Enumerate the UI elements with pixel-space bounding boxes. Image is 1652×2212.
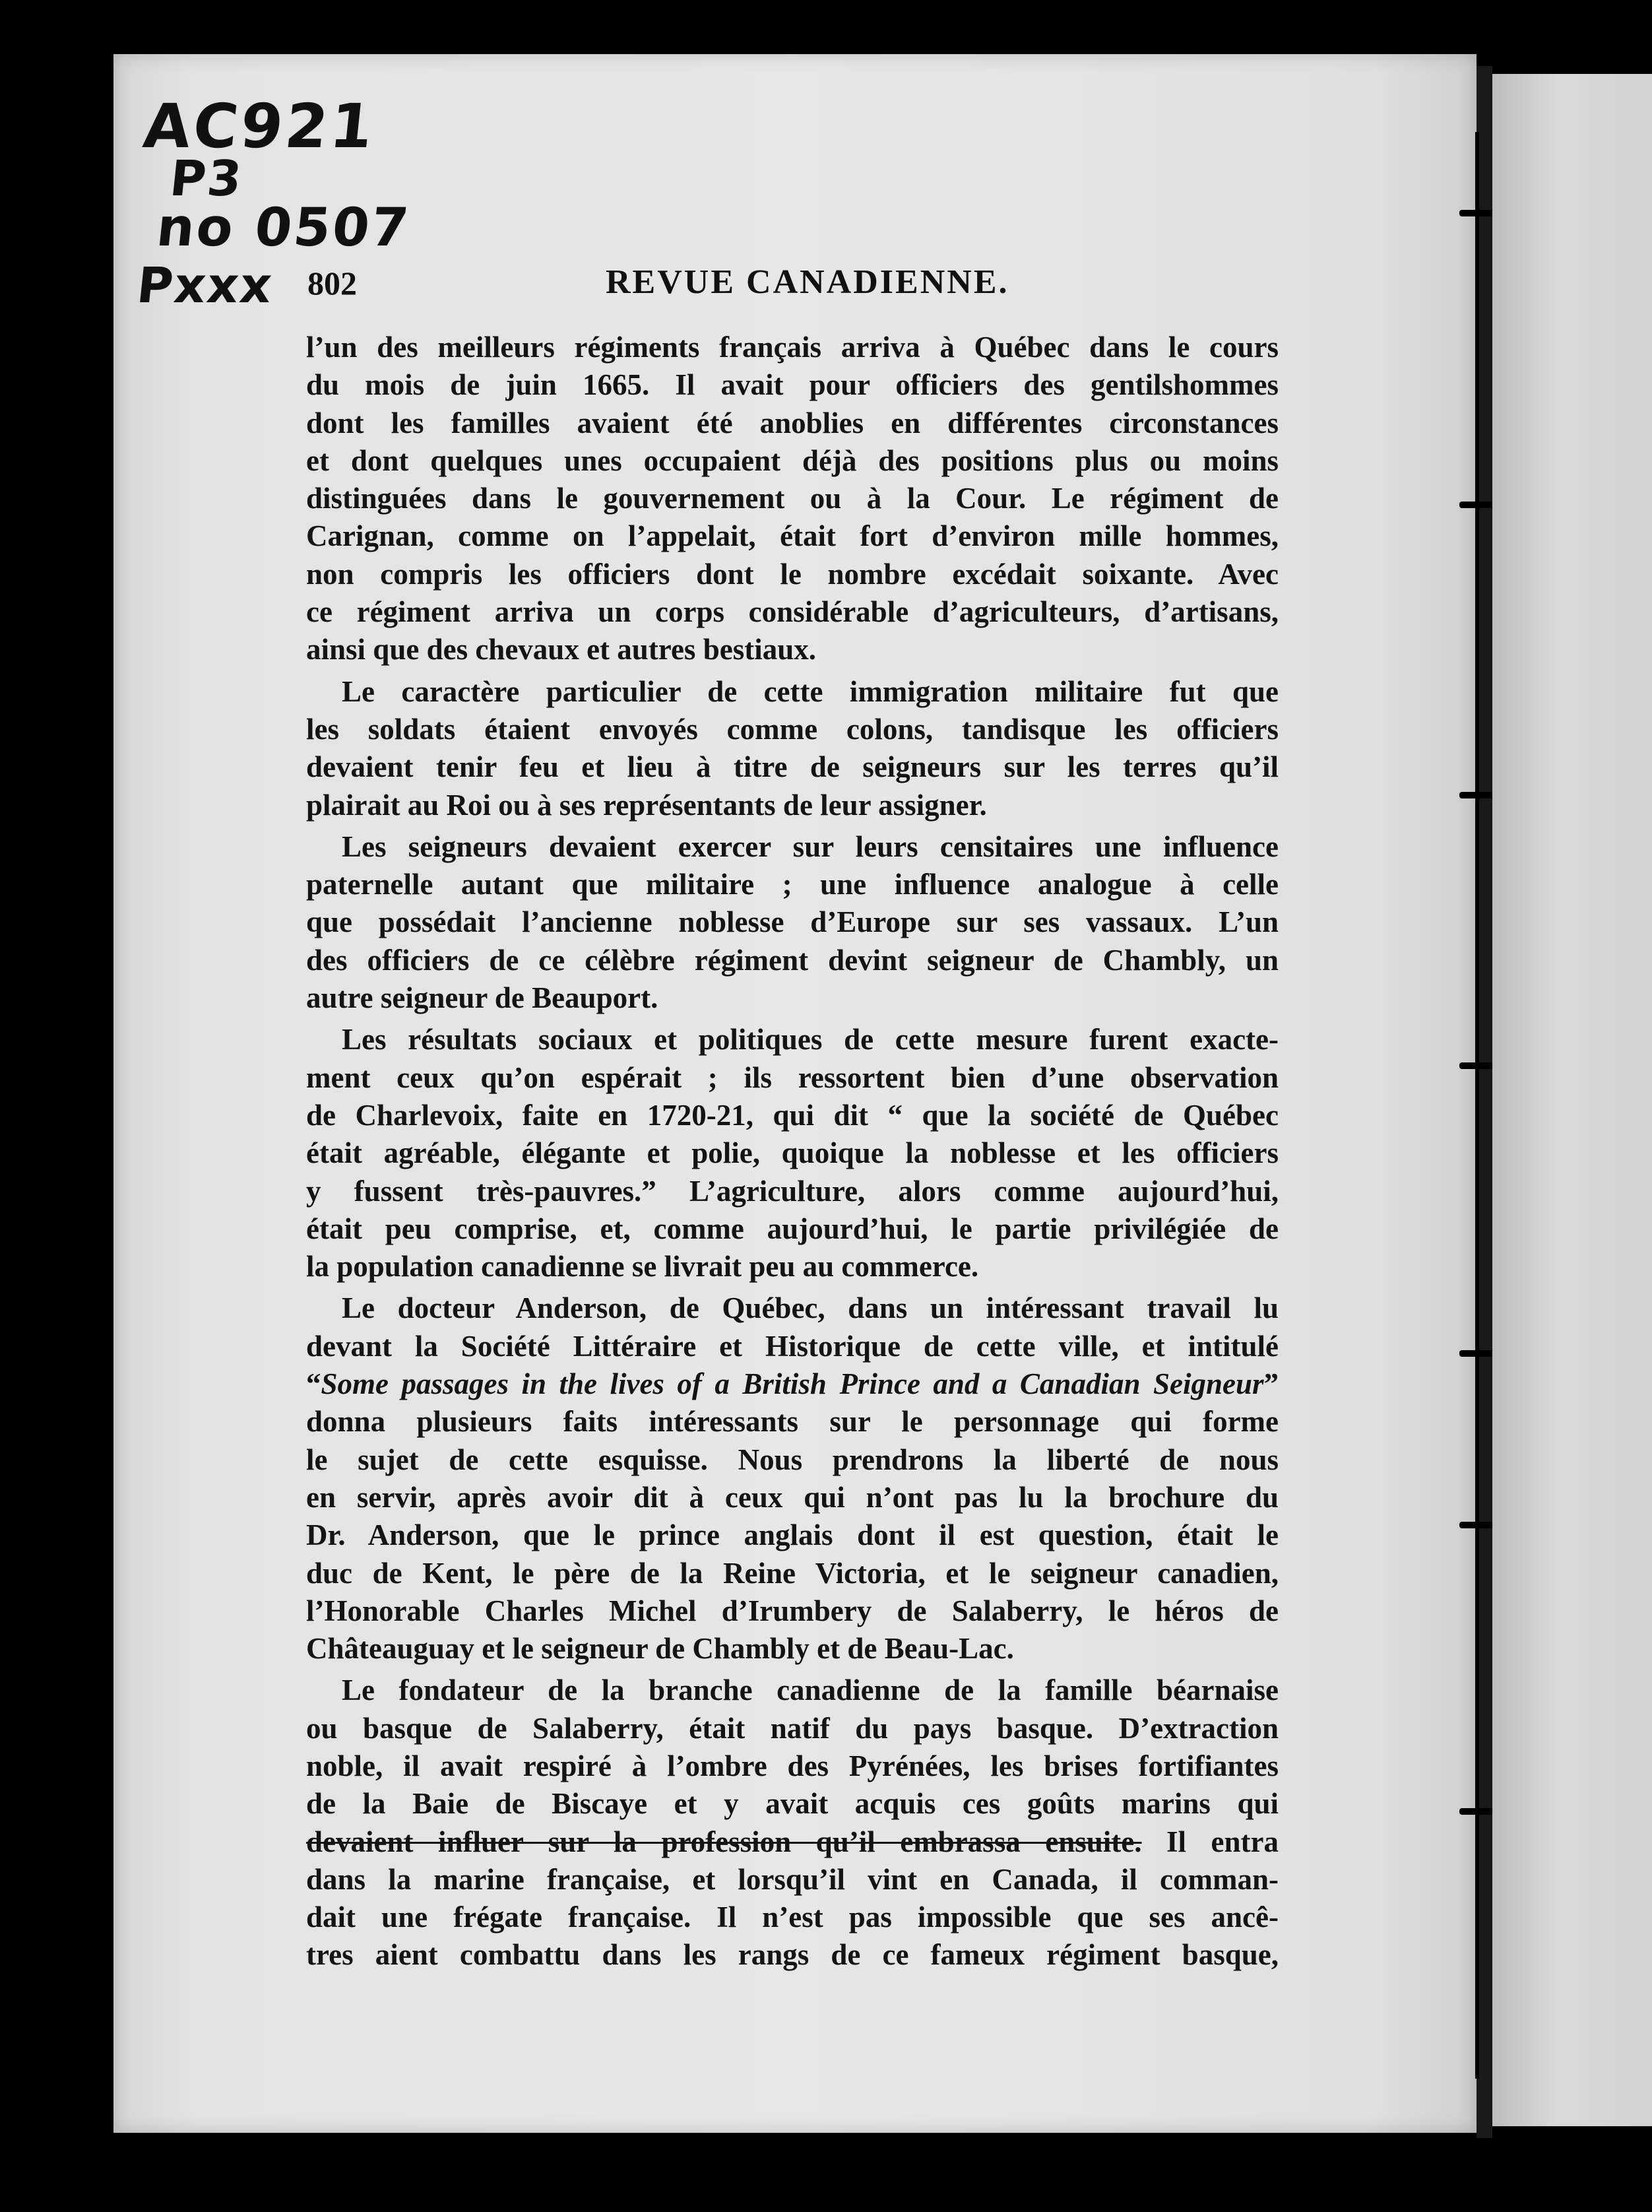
- handwritten-call-number: Pxxx: [134, 257, 276, 314]
- text-line: la population canadienne se livrait peu au commerce.: [306, 1250, 979, 1284]
- text-line: était agréable, élégante et polie, quoique la noblesse et les officiers: [306, 1136, 1279, 1170]
- binding-stitch: [1459, 1522, 1495, 1528]
- paragraph: [306, 329, 1279, 669]
- paragraph: [306, 828, 1279, 1017]
- text-line: dont les familles avaient été anoblies en différentes circonstances: [306, 406, 1279, 439]
- text-fragment: Il entra: [1141, 1825, 1279, 1858]
- pamphlet-title: Some passages in the lives of a British Prince and a Canadian Seigneur: [321, 1367, 1264, 1401]
- open-quote: “: [306, 1367, 321, 1401]
- text-line: Dr. Anderson, que le prince anglais dont il est question, était le: [306, 1518, 1279, 1552]
- text-line: plairait au Roi ou à ses représentants de leur assigner.: [306, 788, 987, 822]
- text-line: devant la Société Littéraire et Historique de cette ville, et intitulé: [306, 1329, 1279, 1363]
- binding-stitch: [1459, 792, 1495, 798]
- text-line: non compris les officiers dont le nombre excédait soixante. Avec: [306, 557, 1279, 591]
- text-line: devaient tenir feu et lieu à titre de seigneurs sur les terres qu’il: [306, 750, 1279, 784]
- text-line: Les résultats sociaux et politiques de cette mesure furent exacte-: [342, 1023, 1279, 1057]
- struck-text-line: [306, 1823, 1279, 1861]
- text-line: tres aient combattu dans les rangs de ce fameux régiment basque,: [306, 1938, 1279, 1972]
- text-line: paternelle autant que militaire ; une influence analogue à celle: [306, 868, 1279, 901]
- text-line: était peu comprise, et, comme aujourd’hui, le partie privilégiée de: [306, 1212, 1279, 1245]
- binding-thread: [1475, 132, 1479, 2079]
- body-text: [306, 329, 1279, 1974]
- paragraph: [306, 1672, 1279, 1974]
- paragraph: [306, 1021, 1279, 1285]
- binding-stitch: [1459, 1350, 1495, 1357]
- text-line: y fussent très-pauvres.” L’agriculture, alors comme aujourd’hui,: [306, 1174, 1279, 1208]
- handwritten-call-number: no 0507: [154, 197, 414, 258]
- text-line: Les seigneurs devaient exercer sur leurs censitaires une influence: [342, 830, 1279, 863]
- text-line: ce régiment arriva un corps considérable d’agriculteurs, d’artisans,: [306, 595, 1279, 629]
- text-line: de la Baie de Biscaye et y avait acquis ces goûts marins qui: [306, 1787, 1279, 1821]
- paragraph: [306, 673, 1279, 824]
- text-line: de Charlevoix, faite en 1720-21, qui dit “ que la société de Québec: [306, 1098, 1279, 1132]
- page-number: 802: [307, 265, 357, 302]
- italic-title-line: [306, 1365, 1279, 1403]
- handwritten-call-number: P3: [167, 150, 246, 207]
- text-line: Le caractère particulier de cette immigration militaire fut que: [342, 674, 1279, 708]
- text-line: noble, il avait respiré à l’ombre des Pyrénées, les brises fortifiantes: [306, 1749, 1279, 1782]
- text-line: l’Honorable Charles Michel d’Irumbery de Salaberry, le héros de: [306, 1594, 1279, 1627]
- text-line: Le fondateur de la branche canadienne de la famille béarnaise: [342, 1674, 1279, 1707]
- paragraph: [306, 1289, 1279, 1668]
- close-quote: ”: [1263, 1367, 1279, 1401]
- text-line: donna plusieurs faits intéressants sur le personnage qui forme: [306, 1405, 1279, 1439]
- text-line: des officiers de ce célèbre régiment devint seigneur de Chambly, un: [306, 943, 1279, 977]
- running-title: REVUE CANADIENNE.: [606, 263, 1009, 301]
- handwritten-call-number: AC921: [140, 91, 379, 162]
- binding-stitch: [1459, 502, 1495, 508]
- text-line: dait une frégate française. Il n’est pas impossible que ses ancê-: [306, 1901, 1279, 1934]
- binding-stitch: [1459, 210, 1495, 216]
- struck-text: devaient influer sur la profession qu’il embrassa ensuite.: [306, 1825, 1142, 1858]
- text-line: duc de Kent, le père de la Reine Victoria, et le seigneur canadien,: [306, 1556, 1279, 1590]
- text-line: distinguées dans le gouvernement ou à la Cour. Le régiment de: [306, 482, 1279, 515]
- text-line: et dont quelques unes occupaient déjà des positions plus ou moins: [306, 443, 1279, 477]
- text-line: ment ceux qu’on espérait ; ils ressortent bien d’une observation: [306, 1060, 1279, 1094]
- binding-stitch: [1459, 1808, 1495, 1815]
- text-line: autre seigneur de Beauport.: [306, 981, 658, 1015]
- binding-stitch: [1459, 1062, 1495, 1069]
- text-line: dans la marine française, et lorsqu’il vint en Canada, il comman-: [306, 1862, 1279, 1896]
- text-line: en servir, après avoir dit à ceux qui n’ont pas lu la brochure du: [306, 1480, 1279, 1514]
- text-line: Châteauguay et le seigneur de Chambly et de Beau-Lac.: [306, 1632, 1014, 1666]
- text-line: le sujet de cette esquisse. Nous prendrons la liberté de nous: [306, 1443, 1279, 1476]
- text-line: du mois de juin 1665. Il avait pour officiers des gentilshommes: [306, 368, 1279, 402]
- text-line: Carignan, comme on l’appelait, était fort d’environ mille hommes,: [306, 519, 1279, 553]
- adjacent-page: [1492, 74, 1652, 2126]
- text-line: que possédait l’ancienne noblesse d’Europe sur ses vassaux. L’un: [306, 905, 1279, 939]
- text-line: Le docteur Anderson, de Québec, dans un intéressant travail lu: [342, 1291, 1279, 1325]
- text-line: les soldats étaient envoyés comme colons, tandisque les officiers: [306, 712, 1279, 746]
- text-line: ou basque de Salaberry, était natif du pays basque. D’extraction: [306, 1711, 1279, 1745]
- text-line: l’un des meilleurs régiments français arriva à Québec dans le cours: [306, 331, 1279, 364]
- text-line: ainsi que des chevaux et autres bestiaux.: [306, 633, 816, 667]
